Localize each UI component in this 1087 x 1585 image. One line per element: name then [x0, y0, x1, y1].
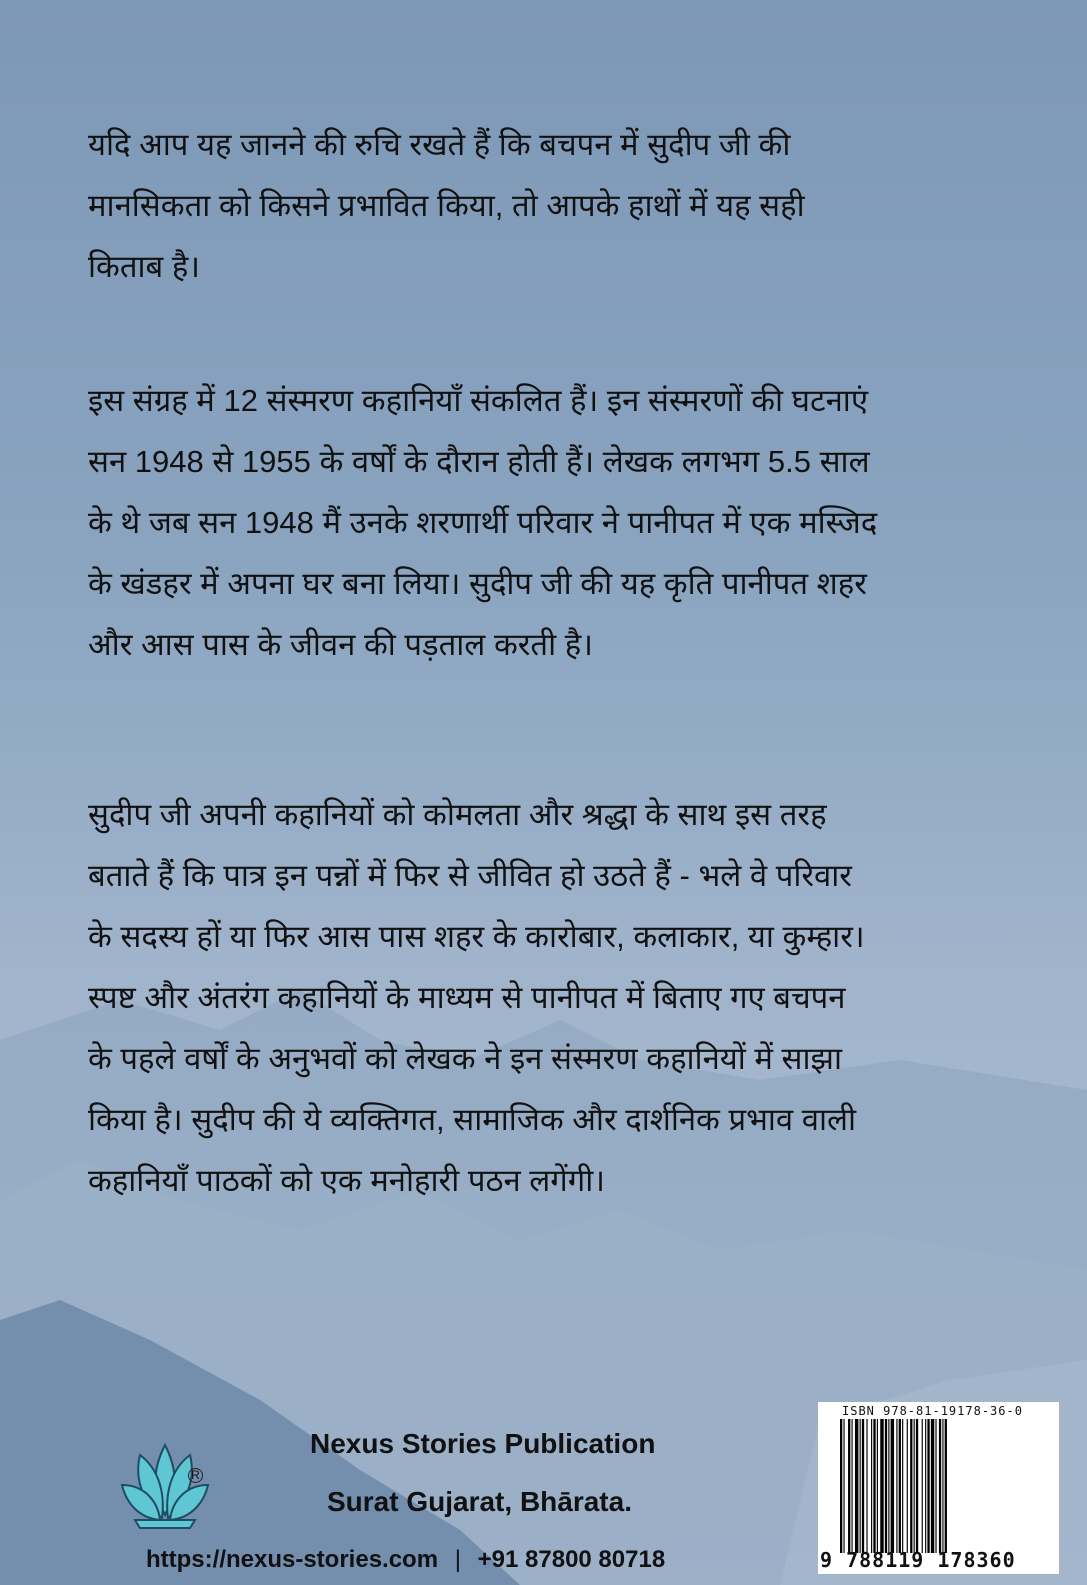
- barcode-bar: [840, 1419, 842, 1553]
- barcode-bar: [848, 1419, 850, 1553]
- barcode-bar: [852, 1419, 853, 1553]
- barcode-bar: [914, 1419, 915, 1553]
- publisher-name: Nexus Stories Publication: [310, 1428, 656, 1459]
- barcode-bar: [939, 1419, 941, 1553]
- registered-mark: R: [188, 1468, 203, 1483]
- barcode-bar: [902, 1419, 903, 1553]
- text-line: किताब है।: [88, 249, 201, 284]
- barcode-bar: [877, 1419, 878, 1553]
- text-line: और आस पास के जीवन की पड़ताल करती है।: [88, 627, 593, 662]
- text-line: सन 1948 से 1955 के वर्षों के दौरान होती हैं। लेखक लगभग 5.5 साल: [88, 444, 870, 479]
- text-line: के खंडहर में अपना घर बना लिया। सुदीप जी की यह कृति पानीपत शहर: [88, 566, 867, 601]
- barcode-bar: [855, 1419, 858, 1553]
- barcode-bar: [885, 1419, 887, 1553]
- text-line: बताते हैं कि पात्र इन पन्नों में फिर से जीवित हो उठते हैं - भले वे परिवार: [88, 858, 852, 893]
- barcode-bar: [927, 1419, 929, 1553]
- paragraph-intro: [88, 114, 1008, 297]
- separator: |: [454, 1546, 461, 1573]
- barcode-bar: [891, 1419, 894, 1553]
- ean-digits: 9 788119 178360: [820, 1548, 1016, 1572]
- barcode-bar: [899, 1419, 901, 1553]
- text-line: इस संग्रह में 12 संस्मरण कहानियाँ संकलित हैं। इन संस्मरणों की घटनाएं: [88, 383, 868, 418]
- barcode-bar: [916, 1419, 918, 1553]
- text-line: के पहले वर्षों के अनुभवों को लेखक ने इन संस्मरण कहानियों में साझा: [88, 1041, 843, 1076]
- isbn-barcode: [818, 1402, 1059, 1574]
- barcode-bar: [910, 1419, 912, 1553]
- text-line: के थे जब सन 1948 मैं उनके शरणार्थी परिवार ने पानीपत में एक मस्जिद: [88, 505, 878, 540]
- isbn-text: ISBN 978-81-19178-36-0: [842, 1404, 1023, 1418]
- barcode-bar: [843, 1419, 844, 1553]
- barcode-bar: [942, 1419, 943, 1553]
- barcode-bar: [888, 1419, 889, 1553]
- text-line: कहानियाँ पाठकों को एक मनोहारी पठन लगेंगी।: [88, 1163, 605, 1198]
- phone-number: +91 87800 80718: [477, 1546, 666, 1573]
- barcode-bar: [866, 1419, 867, 1553]
- text-line: मानसिकता को किसने प्रभावित किया, तो आपके हाथों में यह सही: [88, 188, 805, 223]
- text-line: सुदीप जी अपनी कहानियों को कोमलता और श्रद्धा के साथ इस तरह: [88, 797, 827, 832]
- barcode-bar: [862, 1419, 864, 1553]
- text-line: के सदस्य हों या फिर आस पास शहर के कारोबार, कलाकार, या कुम्हार।: [88, 919, 865, 954]
- barcode-bar: [931, 1419, 934, 1553]
- publisher-contact: [146, 1546, 665, 1574]
- paragraph-collection: [88, 370, 1008, 675]
- barcode-bar: [880, 1419, 883, 1553]
- website-link[interactable]: https://nexus-stories.com: [146, 1546, 439, 1573]
- paragraph-description: [88, 784, 1008, 1211]
- barcode-bars: [840, 1419, 1040, 1553]
- lotus-logo-icon: [120, 1440, 210, 1530]
- barcode-bar: [860, 1419, 861, 1553]
- text-line: स्पष्ट और अंतरंग कहानियों के माध्यम से पानीपत में बिताए गए बचपन: [88, 980, 846, 1015]
- barcode-bar: [907, 1419, 908, 1553]
- barcode-bar: [935, 1419, 936, 1553]
- barcode-bar: [925, 1419, 926, 1553]
- barcode-bar: [945, 1419, 947, 1553]
- text-line: यदि आप यह जानने की रुचि रखते हैं कि बचपन में सुदीप जी की: [88, 127, 791, 162]
- barcode-bar: [871, 1419, 872, 1553]
- text-line: किया है। सुदीप की ये व्यक्तिगत, सामाजिक और दार्शनिक प्रभाव वाली: [88, 1102, 857, 1137]
- barcode-bar: [896, 1419, 897, 1553]
- publisher-location: Surat Gujarat, Bhārata.: [327, 1486, 632, 1517]
- barcode-bar: [922, 1419, 923, 1553]
- barcode-bar: [873, 1419, 875, 1553]
